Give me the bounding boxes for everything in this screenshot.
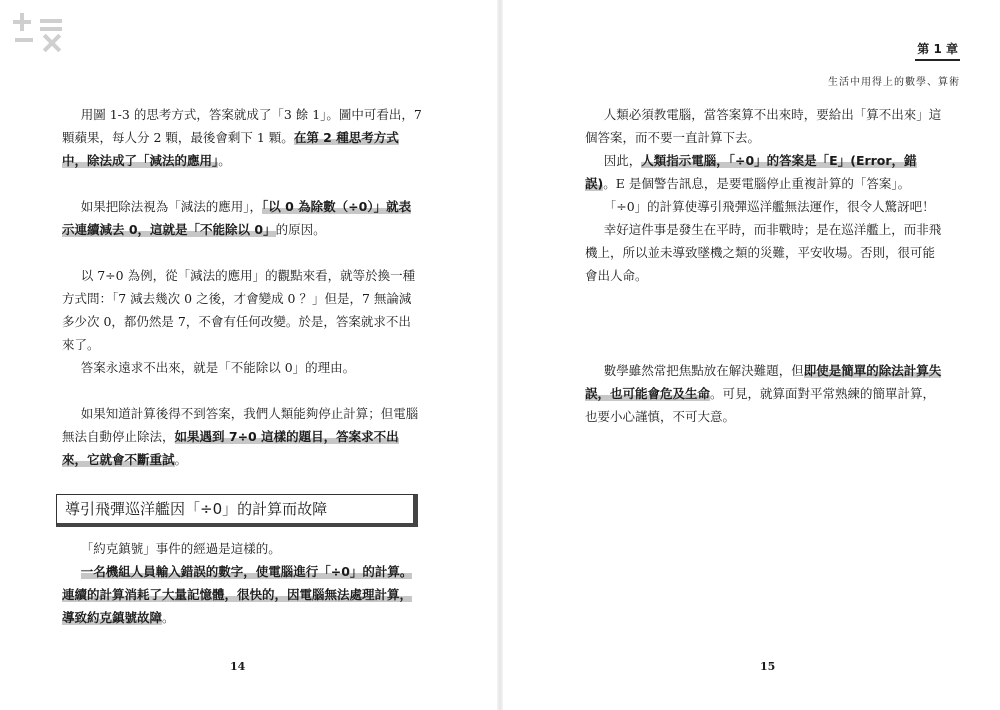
paragraph — [62, 537, 422, 560]
body-text: 「約克鎮號」事件的經過是這樣的。 — [80, 541, 281, 556]
highlighted-text: 「以 0 為除數（÷0）」就表示連續減去 0，這就是「不能除以 0」 — [62, 199, 412, 237]
paragraph — [62, 195, 422, 241]
chapter-label: 第 1 章 — [915, 40, 960, 61]
highlighted-text: 如果遇到 7÷0 這樣的題目，答案求不出來，它就會不斷重試 — [62, 429, 399, 467]
paragraph — [585, 149, 945, 195]
paragraph — [585, 103, 945, 149]
paragraph — [62, 560, 422, 629]
body-text: 如果把除法視為「減法的應用」， — [80, 199, 263, 214]
paragraph — [62, 264, 422, 356]
chapter-subtitle: 生活中用得上的數學、算術 — [828, 77, 960, 88]
body-text: 。可見，就算面對平常熟練的簡單計算，也要小心謹慎，不可大意。 — [585, 386, 936, 424]
body-text: 用圖 1-3 的思考方式，答案就成了「3 餘 1」。圖中可看出，7顆蘋果，每人分 2 顆，最後會剩下 1 顆。 — [62, 107, 422, 145]
highlighted-text: 人類指示電腦，「÷0」的答案是「E」(Error，錯誤) — [585, 153, 917, 191]
body-text: 數學雖然常把焦點放在解決難題，但 — [603, 363, 804, 378]
highlighted-text: 在第 2 種思考方式中，除法成了「減法的應用」 — [62, 130, 399, 168]
body-text: 。 — [162, 610, 175, 625]
body-text: 因此， — [603, 153, 642, 168]
paragraph — [62, 402, 422, 471]
body-text: 以 7÷0 為例，從「減法的應用」的觀點來看，就等於換一種方式問：「7 減去幾次 0 之後，才會變成 0 ？」但是，7 無論減多少次 0，都仍然是 7，不會有任何改變。於是，答案就求不出來了。 — [62, 268, 416, 352]
body-text: 「÷0」的計算使導引飛彈巡洋艦無法運作，很令人驚訝吧！ — [603, 199, 935, 214]
body-text: 。 — [174, 452, 188, 467]
paragraph — [585, 359, 945, 428]
page-number-right: 15 — [760, 660, 776, 673]
paragraph — [62, 356, 422, 379]
body-text: 人類必須教電腦，當答案算不出來時，要給出「算不出來」這個答案，而不要一直計算下去。 — [585, 107, 942, 145]
body-text: 。 — [218, 153, 231, 168]
paragraph — [62, 103, 422, 172]
body-text: 答案永遠求不出來，就是「不能除以 0」的理由。 — [80, 360, 356, 375]
page-number-left: 14 — [230, 660, 246, 673]
left-body-text — [62, 103, 422, 629]
body-text: 如果知道計算後得不到答案，我們人類能夠停止計算；但電腦無法自動停止除法， — [62, 406, 419, 444]
chapter-header — [700, 38, 960, 88]
body-text: 。E 是個警告訊息，是要電腦停止重複計算的「答案」。 — [603, 176, 911, 191]
highlighted-text: 即使是簡單的除法計算失誤，也可能會危及生命 — [585, 363, 942, 401]
body-text: 幸好這件事是發生在平時，而非戰時；是在巡洋艦上，而非飛機上，所以並未導致墜機之類的災難，平安收場。否則，很可能會出人命。 — [585, 222, 942, 283]
math-symbols-icon — [10, 10, 68, 54]
right-body-text — [585, 103, 945, 428]
paragraph — [585, 195, 945, 218]
highlighted-text: 一名機組人員輸入錯誤的數字，使電腦進行「÷0」的計算。連續的計算消耗了大量記憶體，很快的，因電腦無法處理計算，導致約克鎮號故障 — [62, 564, 413, 625]
body-text: 的原因。 — [275, 222, 326, 237]
paragraph — [585, 218, 945, 287]
section-title: 導引飛彈巡洋艦因「÷0」的計算而故障 — [56, 494, 418, 527]
